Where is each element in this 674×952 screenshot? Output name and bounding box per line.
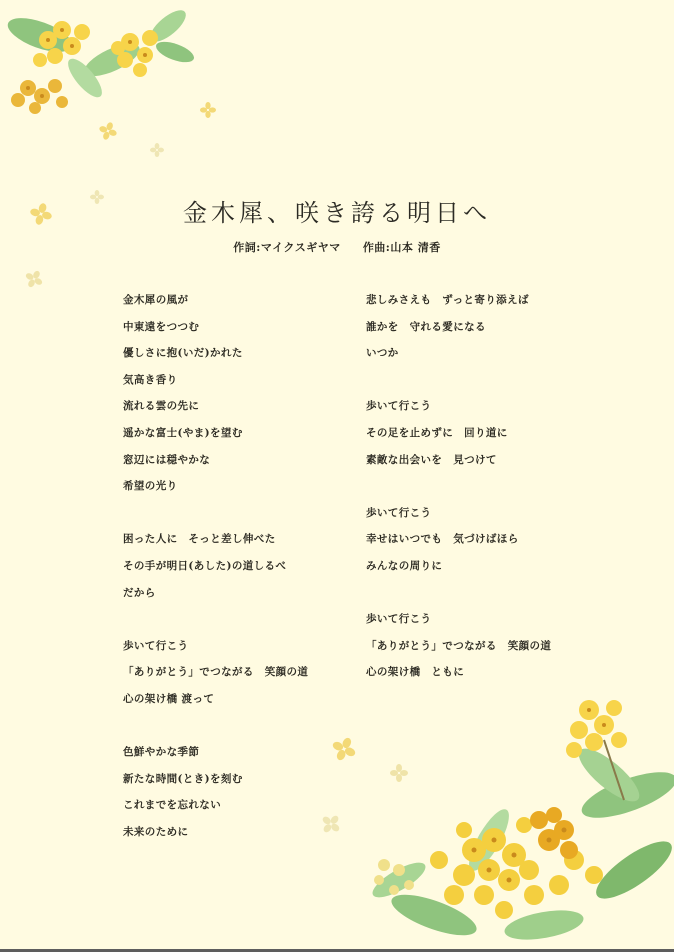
lyric-line bbox=[366, 473, 551, 500]
lyric-line: みんなの周りに bbox=[366, 559, 443, 572]
lyric-line: 窓辺には穏やかな bbox=[123, 453, 211, 466]
osmanthus-cluster-top-left-icon bbox=[0, 0, 210, 130]
floating-petal-icon bbox=[321, 814, 341, 834]
lyric-line: だから bbox=[123, 586, 156, 599]
lyric-line: 素敵な出会いを 見つけて bbox=[366, 453, 497, 466]
lyric-line: 心の架け橋 ともに bbox=[366, 666, 465, 679]
lyric-line: 歩いて行こう bbox=[123, 639, 189, 652]
lyric-line: その足を止めずに 回り道に bbox=[366, 426, 508, 439]
lyric-line: 遥かな富士(やま)を望む bbox=[123, 426, 243, 439]
lyric-line: 中東遠をつつむ bbox=[123, 320, 200, 333]
lyric-line: 優しさに抱(いだ)かれた bbox=[123, 347, 243, 360]
lyric-line: 新たな時間(とき)を刻む bbox=[123, 772, 243, 785]
lyrics-right-column bbox=[366, 287, 551, 686]
lyric-line bbox=[366, 580, 551, 607]
lyrics-left-column bbox=[123, 287, 308, 845]
lyric-line: いつか bbox=[366, 347, 399, 360]
lyric-line: その手が明日(あした)の道しるべ bbox=[123, 559, 287, 572]
lyric-line: 心の架け橋 渡って bbox=[123, 692, 215, 705]
lyric-line: 気高き香り bbox=[123, 373, 178, 386]
lyric-line: 金木犀の風が bbox=[123, 294, 189, 306]
lyricist-credit: 作詞:マイクスギヤマ bbox=[233, 241, 341, 254]
lyric-line bbox=[123, 606, 308, 633]
lyric-line: 色鮮やかな季節 bbox=[123, 746, 200, 759]
lyric-line: これまでを忘れない bbox=[123, 799, 222, 812]
lyric-line: 歩いて行こう bbox=[366, 506, 432, 519]
lyric-line: 流れる雲の先に bbox=[123, 400, 200, 413]
lyric-line: 希望の光り bbox=[123, 480, 178, 493]
song-title: 金木犀、咲き誇る明日へ bbox=[183, 199, 491, 227]
lyric-line: 誰かを 守れる愛になる bbox=[366, 320, 486, 333]
floating-petal-icon bbox=[332, 737, 356, 761]
floating-petal-icon bbox=[150, 143, 164, 157]
lyric-line: 悲しみさえも ずっと寄り添えば bbox=[366, 294, 529, 306]
lyric-line: 歩いて行こう bbox=[366, 613, 432, 626]
lyric-line bbox=[123, 713, 308, 740]
lyric-line bbox=[123, 500, 308, 527]
floating-petal-icon bbox=[200, 102, 216, 118]
lyric-line: 未来のために bbox=[123, 825, 189, 838]
lyric-line bbox=[366, 367, 551, 394]
composer-credit: 作曲:山本 清香 bbox=[362, 241, 441, 254]
lyric-line: 困った人に そっと差し伸べた bbox=[123, 533, 276, 546]
osmanthus-cluster-bottom-right-icon bbox=[364, 680, 674, 950]
floating-petal-icon bbox=[99, 122, 117, 140]
lyric-line: 「ありがとう」でつながる 笑顔の道 bbox=[123, 666, 309, 679]
floating-petal-icon bbox=[25, 270, 43, 288]
song-credits bbox=[0, 239, 674, 255]
lyric-line: 歩いて行こう bbox=[366, 400, 432, 413]
lyric-line: 「ありがとう」でつながる 笑顔の道 bbox=[366, 639, 552, 652]
lyric-line: 幸せはいつでも 気づけばほら bbox=[366, 533, 519, 546]
